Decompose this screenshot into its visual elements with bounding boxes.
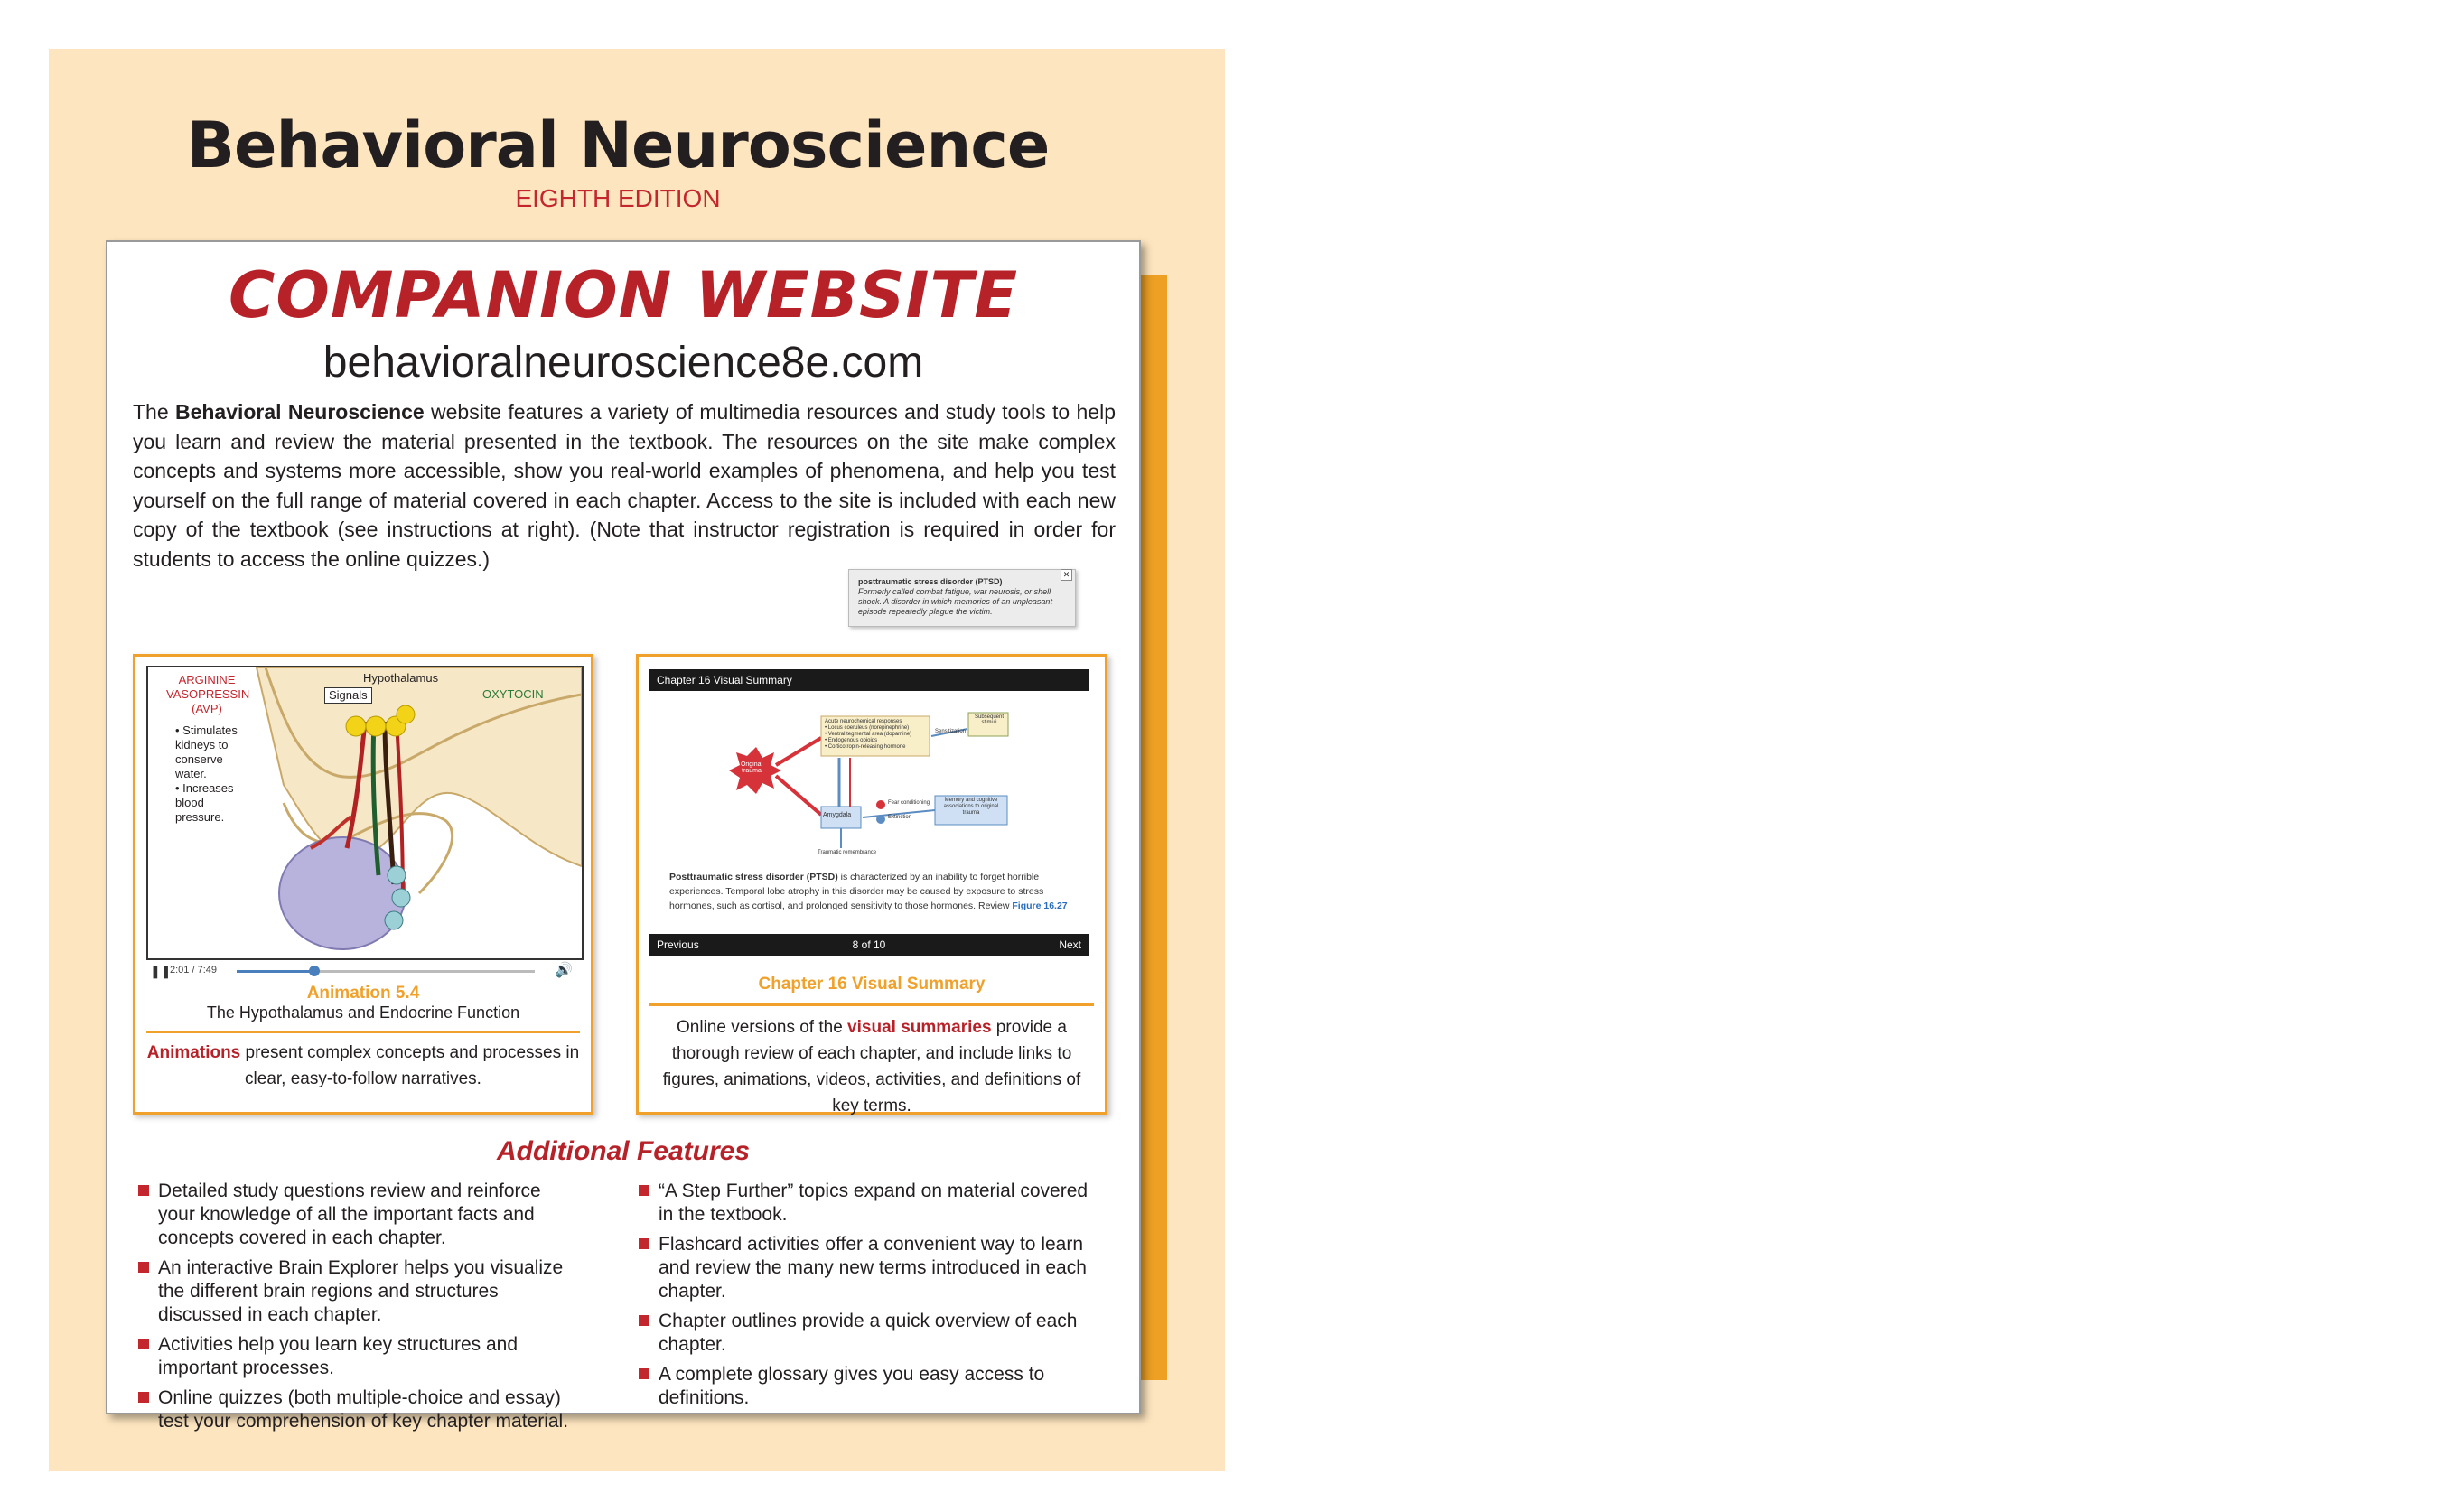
vs-desc-prefix: Online versions of the: [677, 1018, 848, 1037]
diagram-label-trauma: Original trauma: [740, 761, 763, 774]
ptsd-diagram: [649, 693, 1089, 855]
avp-bullet-1: • Stimulates kidneys to conserve water.: [175, 723, 238, 780]
seek-progress: [237, 970, 314, 973]
diagram-label-responses: Acute neurochemical responses • Locus coeruleus (norepinephrine) • Ventral tegmental area (dopamine) • Endogenous opioids • Corticotropin-releasing hormone: [825, 719, 912, 750]
intro-rest: website features a variety of multimedia resources and study tools to help you learn and review the material presented in the textbook. The resources on the site make complex concepts and systems more accessible, show you real-world examples of phenomena, and help you test yourself on the full range of material covered in each chapter. Access to the site is included with each new copy of the textbook (see instructions at right). (Note that instructor registration is required in order for students to access the online quizzes.): [133, 400, 1116, 571]
popup-close-icon[interactable]: ✕: [1061, 569, 1072, 581]
popup-title: posttraumatic stress disorder (PTSD): [858, 577, 1003, 586]
pause-icon[interactable]: ❚❚: [150, 964, 172, 978]
ptsd-term[interactable]: Posttraumatic stress disorder (PTSD): [669, 872, 838, 882]
seek-track[interactable]: [237, 970, 535, 973]
diagram-label-amygdala: Amygdala: [823, 812, 852, 818]
list-item: Chapter outlines provide a quick overview of each chapter.: [639, 1310, 1090, 1357]
visual-summary-divider: [649, 1003, 1094, 1006]
list-item: Detailed study questions review and reinforce your knowledge of all the important facts and concepts covered in each chapter.: [138, 1180, 581, 1250]
companion-website-title: COMPANION WEBSITE: [228, 258, 1019, 332]
cover-panel: [49, 49, 1225, 1471]
list-item: Online quizzes (both multiple-choice and essay) test your comprehension of key chapter material.: [138, 1386, 581, 1433]
features-list-left: [138, 1180, 581, 1440]
diagram-label-fear: Fear conditioning: [888, 800, 930, 806]
visual-summary-nav: [649, 934, 1089, 956]
animation-divider: [146, 1031, 580, 1033]
diagram-label-extinction: Extinction: [888, 815, 912, 820]
figure-link[interactable]: Figure 16.27: [1012, 901, 1068, 911]
video-player-controls: [146, 958, 580, 984]
intro-prefix: The: [133, 400, 175, 424]
volume-icon[interactable]: 🔊: [555, 963, 573, 978]
previous-button[interactable]: Previous: [657, 938, 699, 951]
avp-bullet-1-text: Stimulates kidneys to conserve water.: [175, 723, 238, 780]
avp-label: ARGININE VASOPRESSIN (AVP): [166, 673, 250, 715]
features-list-right: [639, 1180, 1090, 1416]
diagram-label-subsequent: Subsequent stimuli: [974, 714, 1005, 725]
visual-summary-header: Chapter 16 Visual Summary: [649, 669, 1089, 691]
diagram-label-memory: Memory and cognitive associations to original trauma: [943, 798, 999, 816]
animation-subcaption: The Hypothalamus and Endocrine Function: [206, 1003, 520, 1022]
animation-frame[interactable]: [146, 666, 584, 960]
signals-label: Signals: [324, 687, 372, 704]
avp-bullet-2: • Increases blood pressure.: [175, 781, 234, 824]
list-item: Flashcard activities offer a convenient way to learn and review the many new terms introduced in each chapter.: [639, 1233, 1090, 1303]
intro-bold: Behavioral Neuroscience: [174, 400, 425, 424]
edition-label: EIGHTH EDITION: [515, 184, 721, 212]
seek-handle[interactable]: [309, 966, 320, 976]
diagram-label-sensitization: Sensitization: [935, 729, 967, 734]
website-url[interactable]: behavioralneuroscience8e.com: [322, 339, 924, 387]
player-time: 2:01 / 7:49: [170, 965, 217, 975]
oxytocin-label: OXYTOCIN: [482, 687, 544, 701]
diagram-label-remembrance: Traumatic remembrance: [818, 850, 877, 855]
animation-description: [145, 1040, 582, 1092]
list-item: A complete glossary gives you easy access to definitions.: [639, 1363, 1090, 1410]
animation-caption: Animation 5.4: [306, 984, 420, 1003]
list-item: An interactive Brain Explorer helps you visualize the different brain regions and structures discussed in each chapter.: [138, 1256, 581, 1327]
visual-summary-feature-box: [636, 654, 1107, 1115]
glossary-popup: [848, 569, 1076, 627]
book-title: Behavioral Neuroscience: [186, 108, 1050, 182]
animation-feature-box: [133, 654, 593, 1115]
hypothalamus-label: Hypothalamus: [363, 671, 439, 685]
page-indicator: 8 of 10: [852, 938, 886, 951]
animations-bold: Animations: [146, 1043, 241, 1062]
visual-summary-caption: Chapter 16 Visual Summary: [758, 975, 986, 994]
vs-desc-rest: provide a thorough review of each chapter, and include links to figures, animations, videos, activities, and definitions of key terms.: [662, 1018, 1081, 1115]
list-item: “A Step Further” topics expand on material covered in the textbook.: [639, 1180, 1090, 1227]
ptsd-body-text: is characterized by an inability to forget horrible experiences. Temporal lobe atrophy in this disorder may be caused by exposure to stress hormones, such as cortisol, and prolonged sensitivity to those hormones. Review: [669, 872, 1044, 911]
companion-website-card: [106, 240, 1141, 1432]
animations-desc-rest: present complex concepts and processes in clear, easy-to-follow narratives.: [240, 1043, 580, 1088]
visual-summary-body: [669, 870, 1076, 913]
next-button[interactable]: Next: [1059, 938, 1081, 951]
visual-summary-description: [648, 1014, 1096, 1119]
visual-summaries-bold: visual summaries: [847, 1018, 992, 1037]
popup-text: Formerly called combat fatigue, war neurosis, or shell shock. A disorder in which memories of an unpleasant episode repeatedly plague the victim.: [858, 587, 1052, 616]
list-item: Activities help you learn key structures and important processes.: [138, 1333, 581, 1380]
additional-features-title: Additional Features: [496, 1136, 751, 1166]
intro-paragraph: [133, 397, 1116, 574]
avp-bullet-2-text: Increases blood pressure.: [175, 781, 234, 824]
